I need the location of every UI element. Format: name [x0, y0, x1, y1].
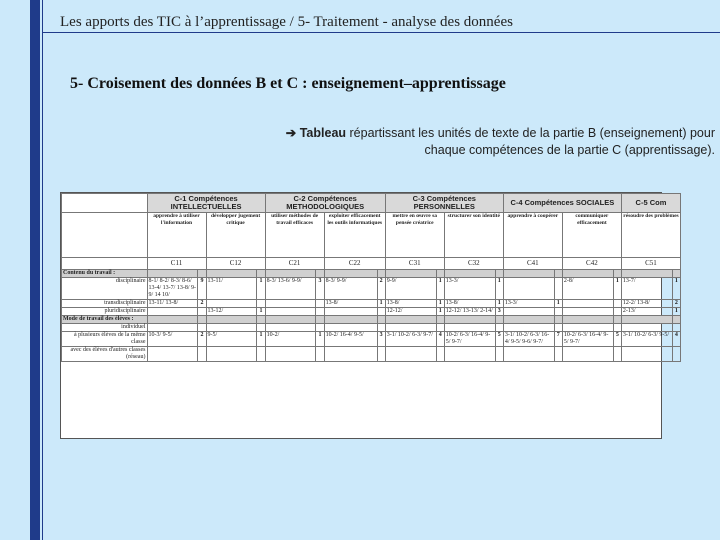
unit-count [672, 347, 680, 362]
unit-count [316, 324, 324, 332]
row-label: avec des élèves d'autres classes (réseau) [62, 347, 148, 362]
unit-references [206, 324, 257, 332]
unit-references [265, 300, 316, 308]
unit-count: 1 [672, 308, 680, 316]
section-row-cell [672, 316, 680, 324]
note-line-1: répartissant les unités de texte de la partie B (enseignement) pour [346, 126, 715, 140]
unit-count: 2 [198, 332, 206, 347]
unit-references [621, 324, 672, 332]
unit-count [377, 347, 385, 362]
unit-references: 12-12/ [385, 308, 436, 316]
unit-references [562, 300, 613, 308]
unit-count [198, 347, 206, 362]
section-row-cell [444, 270, 495, 278]
row-label: disciplinaire [62, 278, 148, 300]
section-row-cell [324, 316, 377, 324]
table-description [245, 125, 715, 159]
unit-count: 9 [198, 278, 206, 300]
sub-competence-header: apprendre à coopérer [503, 213, 562, 258]
row-label: à plusieurs élèves de la même classe [62, 332, 148, 347]
section-row-cell [257, 270, 265, 278]
unit-references: 13-8/ [324, 300, 377, 308]
section-row-cell [554, 270, 562, 278]
unit-references: 13-3/ [444, 278, 495, 300]
unit-count [436, 347, 444, 362]
section-row-cell [385, 270, 436, 278]
row-label: individuel [62, 324, 148, 332]
section-row-cell [444, 316, 495, 324]
section-row-cell [147, 316, 198, 324]
unit-references [444, 347, 495, 362]
unit-references: 2-8/ [562, 278, 613, 300]
competence-code: C51 [621, 258, 680, 270]
unit-references: 10-2/ 6-3/ 16-4/ 9-5/ 9-7/ [562, 332, 613, 347]
unit-references [503, 347, 554, 362]
header-rule [42, 32, 720, 33]
left-accent-line [42, 0, 43, 540]
unit-references [206, 300, 257, 308]
unit-count [377, 324, 385, 332]
section-row-cell [495, 270, 503, 278]
unit-count [554, 278, 562, 300]
unit-references: 12-2/ 13-8/ [621, 300, 672, 308]
unit-references: 8-1/ 8-2/ 8-3/ 8-6/ 13-4/ 13-7/ 13-8/ 9-9/ 14 10/ [148, 278, 196, 298]
sub-competence-header: résoudre des problèmes [621, 213, 680, 258]
unit-references [621, 347, 672, 362]
competence-header: C-5 Com [621, 194, 680, 213]
left-accent-bar [30, 0, 40, 540]
unit-count [613, 324, 621, 332]
unit-references: 10-2/ [265, 332, 316, 347]
unit-count [257, 324, 265, 332]
section-row-cell [257, 316, 265, 324]
sub-competence-header: développer jugement critique [206, 213, 265, 258]
unit-count: 1 [495, 300, 503, 308]
unit-references: 10-3/ 9-5/ [147, 332, 198, 347]
unit-count [436, 324, 444, 332]
unit-count: 1 [495, 278, 503, 300]
section-row-cell [672, 270, 680, 278]
competence-header: C-2 Compétences METHODOLOGIQUES [265, 194, 385, 213]
section-row-cell [198, 316, 206, 324]
competence-code: C21 [265, 258, 324, 270]
sub-competence-header: apprendre à utiliser l'information [147, 213, 206, 258]
unit-references: 3-1/ 10-2/ 6-3/ 9-7/ [385, 332, 436, 347]
unit-count: 7 [554, 332, 562, 347]
unit-references: 8-3/ 9-9/ [324, 278, 377, 300]
note-bold-word: Tableau [299, 126, 347, 140]
unit-references [503, 308, 554, 316]
right-arrow-icon: ➔ [285, 126, 297, 140]
unit-count [198, 308, 206, 316]
unit-count: 1 [257, 308, 265, 316]
section-row-cell [385, 316, 436, 324]
unit-count: 1 [436, 308, 444, 316]
table-corner-cell [62, 258, 148, 270]
row-label: transdisciplinaire [62, 300, 148, 308]
unit-references [444, 324, 495, 332]
unit-count [377, 308, 385, 316]
unit-count [316, 308, 324, 316]
unit-count: 2 [198, 300, 206, 308]
unit-references: 13-11/ [206, 278, 257, 300]
section-row-cell [377, 316, 385, 324]
section-row-cell [265, 316, 316, 324]
unit-references [503, 324, 554, 332]
unit-count [613, 300, 621, 308]
unit-references [206, 347, 257, 362]
unit-references [385, 347, 436, 362]
section-row-cell [316, 316, 324, 324]
competence-code: C42 [562, 258, 621, 270]
unit-references [265, 308, 316, 316]
unit-count [257, 347, 265, 362]
unit-references: 9-5/ [206, 332, 257, 347]
unit-count: 4 [672, 332, 680, 347]
unit-count: 1 [257, 278, 265, 300]
section-row-cell [621, 316, 672, 324]
section-row-cell [377, 270, 385, 278]
crossing-table [61, 193, 681, 362]
unit-count [613, 308, 621, 316]
slide-header-title: Les apports des TIC à l’apprentissage / 5- Traitement - analyse des données [60, 14, 513, 30]
unit-count: 1 [436, 278, 444, 300]
section-row-cell [554, 316, 562, 324]
unit-references [324, 347, 377, 362]
unit-count: 2 [672, 300, 680, 308]
sub-competence-header: mettre en œuvre sa pensée créatrice [385, 213, 444, 258]
unit-references [562, 324, 613, 332]
unit-references [562, 308, 613, 316]
section-row-cell [265, 270, 316, 278]
section-row-cell [147, 270, 198, 278]
unit-count: 5 [613, 332, 621, 347]
row-label: pluridisciplinaire [62, 308, 148, 316]
unit-references: 10-2/ 6-3/ 16-4/ 9-5/ 9-7/ [444, 332, 495, 347]
competence-code: C31 [385, 258, 444, 270]
competence-header: C-1 Compétences INTELLECTUELLES [147, 194, 265, 213]
unit-references [324, 308, 377, 316]
section-row-cell [324, 270, 377, 278]
section-row-cell [562, 316, 613, 324]
unit-references [147, 347, 198, 362]
section-row-cell [436, 316, 444, 324]
unit-count [495, 347, 503, 362]
unit-count: 1 [257, 332, 265, 347]
competence-header: C-4 Compétences SOCIALES [503, 194, 621, 213]
unit-references [265, 324, 316, 332]
section-row-cell [198, 270, 206, 278]
section-row-cell [206, 316, 257, 324]
section-row-cell [495, 316, 503, 324]
unit-count: 1 [613, 278, 621, 300]
unit-references: 8-3/ 13-6/ 9-9/ [265, 278, 316, 300]
sub-competence-header: structurer son identité [444, 213, 503, 258]
competence-code: C12 [206, 258, 265, 270]
note-line-2: chaque compétences de la partie C (apprentissage). [424, 143, 715, 157]
unit-references: 3-1/ 10-2/ 6-3/ 16-4/ 9-5/ 9-6/ 9-7/ [503, 332, 554, 347]
unit-references: 12-12/ 13-13/ 2-14/ [444, 308, 495, 316]
section-row-label: Mode de travail des élèves : [62, 316, 148, 324]
unit-references: 2-13/ [621, 308, 672, 316]
unit-references [503, 278, 554, 300]
sub-competence-header: utiliser méthodes de travail efficaces [265, 213, 324, 258]
unit-references: 13-12/ [206, 308, 257, 316]
section-row-label: Contenu du travail : [62, 270, 148, 278]
unit-references: 13-8/ [444, 300, 495, 308]
unit-count: 1 [554, 300, 562, 308]
unit-count [495, 324, 503, 332]
unit-references [147, 308, 198, 316]
section-row-cell [613, 316, 621, 324]
unit-count: 1 [672, 278, 680, 300]
competence-header: C-3 Compétences PERSONNELLES [385, 194, 503, 213]
unit-references: 9-9/ [385, 278, 436, 300]
unit-references [147, 324, 198, 332]
section-row-cell [621, 270, 672, 278]
unit-count [316, 347, 324, 362]
section-row-cell [316, 270, 324, 278]
unit-references: 13-3/ [503, 300, 554, 308]
unit-count: 1 [377, 300, 385, 308]
unit-count [198, 324, 206, 332]
unit-references [265, 347, 316, 362]
unit-count: 3 [377, 332, 385, 347]
unit-references: 3-1/ 10-2/ 6-3/ 9-5/ [621, 332, 672, 347]
unit-count [672, 324, 680, 332]
unit-count: 5 [495, 332, 503, 347]
unit-references [562, 347, 613, 362]
unit-references: 10-2/ 16-4/ 9-5/ [324, 332, 377, 347]
competence-code: C41 [503, 258, 562, 270]
unit-count: 3 [316, 278, 324, 300]
section-row-cell [562, 270, 613, 278]
competence-code: C11 [147, 258, 206, 270]
unit-references: 13-7/ [621, 278, 672, 300]
unit-count: 4 [436, 332, 444, 347]
unit-references: 13-11/ 13-8/ [147, 300, 198, 308]
section-row-cell [206, 270, 257, 278]
sub-competence-header: communiquer efficacement [562, 213, 621, 258]
unit-count [554, 347, 562, 362]
competence-code: C22 [324, 258, 385, 270]
unit-count [613, 347, 621, 362]
competence-code: C32 [444, 258, 503, 270]
section-row-cell [503, 316, 554, 324]
unit-references [324, 324, 377, 332]
crossing-table-image [60, 192, 679, 439]
table-corner-cell [62, 194, 148, 213]
unit-references: 13-8/ [385, 300, 436, 308]
section-title: 5- Croisement des données B et C : enseignement–apprentissage [70, 75, 506, 92]
section-row-cell [503, 270, 554, 278]
section-row-cell [436, 270, 444, 278]
unit-count: 2 [377, 278, 385, 300]
sub-competence-header: exploiter efficacement les outils informatiques [324, 213, 385, 258]
unit-count: 3 [495, 308, 503, 316]
table-corner-cell [62, 213, 148, 258]
unit-count: 1 [436, 300, 444, 308]
unit-references [385, 324, 436, 332]
unit-count [257, 300, 265, 308]
unit-count [316, 300, 324, 308]
unit-count [554, 324, 562, 332]
unit-count: 1 [316, 332, 324, 347]
section-row-cell [613, 270, 621, 278]
unit-count [554, 308, 562, 316]
